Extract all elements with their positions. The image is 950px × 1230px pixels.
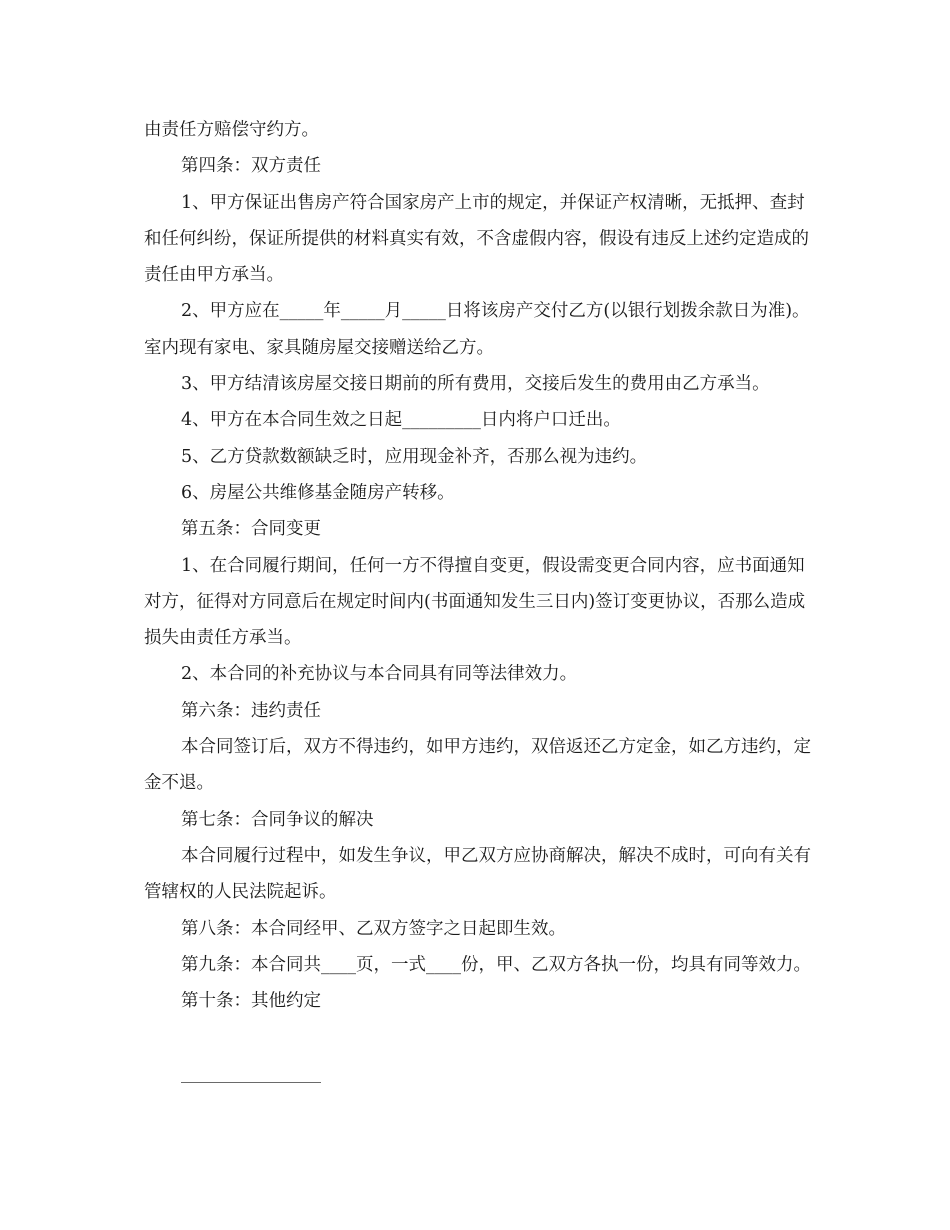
article-10-heading: 第十条：其他约定 <box>181 991 321 1012</box>
article-8: 第八条：本合同经甲、乙双方签字之日起即生效。 <box>181 918 566 939</box>
article-4-clause-1: 1、甲方保证出售房产符合国家房产上市的规定，并保证产权清晰，无抵押、查封和任何纠纷，保证所提供的材料真实有效，不含虚假内容，假设有违反上述约定造成的责任由甲方承当。 <box>144 192 809 286</box>
article-5-heading: 第五条：合同变更 <box>181 519 321 540</box>
article-5-clause-2: 2、本合同的补充协议与本合同具有同等法律效力。 <box>181 664 578 685</box>
paragraph-continuation: 由责任方赔偿守约方。 <box>144 120 319 140</box>
article-5-clause-1: 1、在合同履行期间，任何一方不得擅自变更，假设需变更合同内容，应书面通知对方，征得对方同意后在规定时间内(书面通知发生三日内)签订变更协议，否那么造成损失由责任方承当。 <box>144 555 806 649</box>
article-7-body: 本合同履行过程中，如发生争议，甲乙双方应协商解决，解决不成时，可向有关有管辖权的人民法院起诉。 <box>144 845 811 903</box>
document-body <box>144 112 814 1019</box>
article-4-clause-4: 4、甲方在本合同生效之日起_________日内将户口迁出。 <box>181 410 621 431</box>
article-9: 第九条：本合同共____页，一式____份，甲、乙双方各执一份，均具有同等效力。 <box>181 954 811 975</box>
other-terms-blank-line <box>181 1082 321 1083</box>
article-4-clause-6: 6、房屋公共维修基金随房产转移。 <box>181 482 455 503</box>
article-4-clause-3: 3、甲方结清该房屋交接日期前的所有费用，交接后发生的费用由乙方承当。 <box>181 374 770 395</box>
article-4-heading: 第四条：双方责任 <box>181 156 321 177</box>
article-6-heading: 第六条：违约责任 <box>181 700 321 721</box>
article-6-body: 本合同签订后，双方不得违约，如甲方违约，双倍返还乙方定金，如乙方违约，定金不退。 <box>144 737 811 794</box>
article-4-clause-2: 2、甲方应在_____年_____月_____日将该房产交付乙方(以银行划拨余款日为准)。室内现有家电、家具随房屋交接赠送给乙方。 <box>144 301 810 358</box>
article-4-clause-5: 5、乙方贷款数额缺乏时，应用现金补齐，否那么视为违约。 <box>181 446 648 467</box>
article-7-heading: 第七条：合同争议的解决 <box>181 809 374 830</box>
